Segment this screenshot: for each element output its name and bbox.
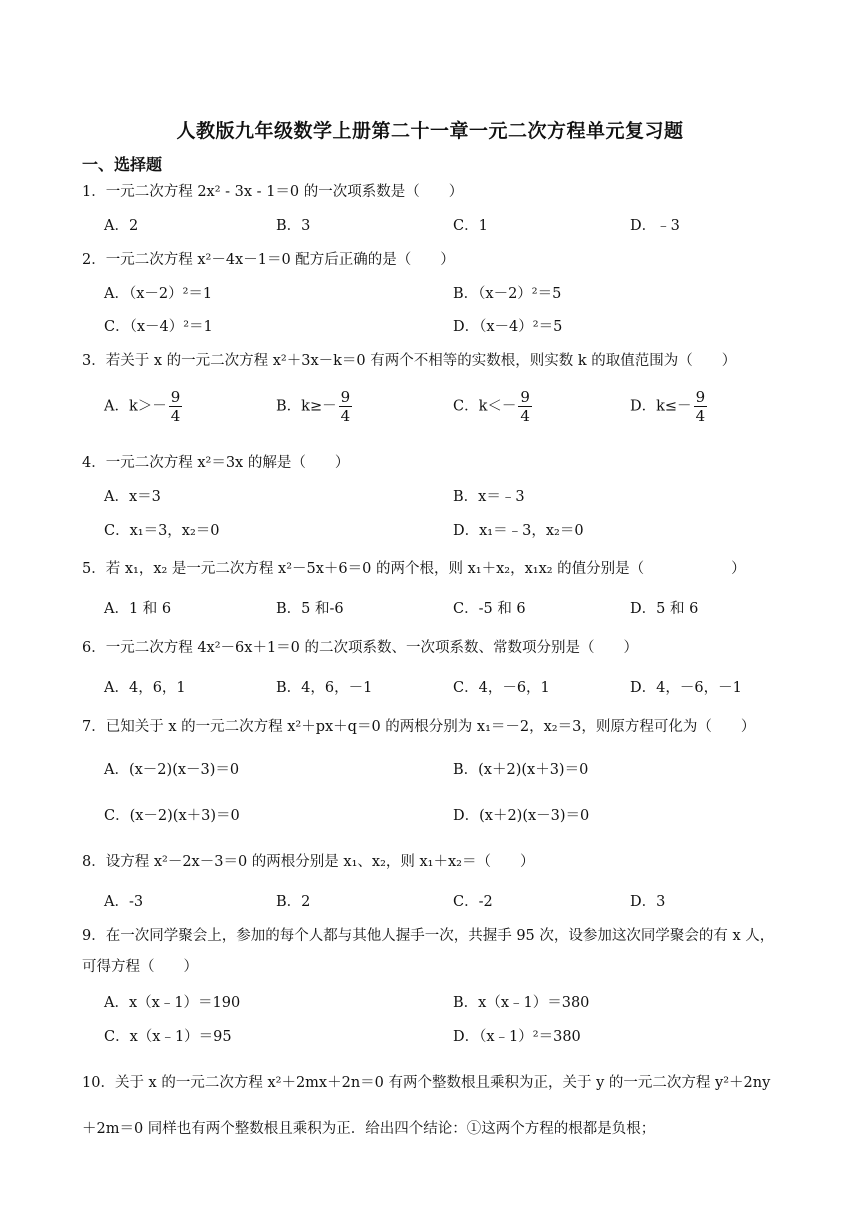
question-stem: 1．一元二次方程 2x² ‑ 3x ‑ 1＝0 的一次项系数是（ ） (82, 184, 464, 200)
fraction-denominator: 4 (695, 407, 706, 425)
question-stem: 3．若关于 x 的一元二次方程 x²＋3x－k＝0 有两个不相等的实数根，则实数 k 的取值范围为（ ） (82, 353, 737, 369)
option-d: D．x₁＝﹣3，x₂＝0 (453, 523, 584, 539)
option-b: B．(x＋2)(x＋3)＝0 (453, 762, 589, 778)
option-a (104, 388, 182, 425)
option-prefix: B．k≥－ (276, 398, 337, 415)
option-d (630, 388, 707, 425)
section-heading: 一、选择题 (82, 155, 163, 174)
option-a: A．(x－2)(x－3)＝0 (104, 762, 240, 778)
option-b: B．x（x﹣1）＝380 (453, 995, 590, 1011)
fraction-numerator: 9 (170, 388, 181, 406)
option-b (276, 388, 352, 425)
question-stem: 10．关于 x 的一元二次方程 x²＋2mx＋2n＝0 有两个整数根且乘积为正，关于 y 的一元二次方程 y²＋2ny＋2m＝0 同样也有两个整数根且乘积为正．给出四个结论：①这两个方程的根都是负根； (82, 1075, 771, 1137)
fraction (518, 388, 532, 425)
question-stem: 5．若 x₁，x₂ 是一元二次方程 x²－5x＋6＝0 的两个根，则 x₁＋x₂，x₁x₂ 的值分别是（ ） (82, 561, 746, 577)
fraction (694, 388, 708, 425)
option-c: C．x₁＝3，x₂＝0 (104, 523, 220, 539)
option-a: A．1 和 6 (104, 601, 172, 617)
option-prefix: A．k＞－ (104, 398, 167, 415)
option-a: A．x＝3 (104, 489, 161, 505)
fraction-denominator: 4 (520, 407, 530, 425)
fraction-denominator: 4 (170, 407, 181, 425)
fraction-denominator: 4 (340, 407, 351, 425)
option-b: B．2 (276, 894, 311, 910)
option-d: D．（x－4）²＝5 (453, 319, 563, 335)
question-stem: 7．已知关于 x 的一元二次方程 x²＋px＋q＝0 的两根分别为 x₁＝－2，x₂＝3，则原方程可化为（ ） (82, 719, 756, 735)
option-b: B．5 和-6 (276, 601, 344, 617)
question-stem: 4．一元二次方程 x²＝3x 的解是（ ） (82, 455, 350, 471)
fraction-numerator: 9 (520, 388, 530, 406)
option-d: D．5 和 6 (630, 601, 699, 617)
option-b: B．（x－2）²＝5 (453, 286, 562, 302)
option-d: D．3 (630, 894, 666, 910)
option-d: D．(x＋2)(x－3)＝0 (453, 808, 590, 824)
option-c: C．x（x﹣1）＝95 (104, 1029, 232, 1045)
option-c: C．-5 和 6 (453, 601, 526, 617)
option-c (453, 388, 532, 425)
fraction (169, 388, 183, 425)
option-a: A．（x－2）²＝1 (104, 286, 213, 302)
option-d: D．（x﹣1）²＝380 (453, 1029, 581, 1045)
fraction-numerator: 9 (695, 388, 706, 406)
option-c: C．4，－6，1 (453, 680, 550, 696)
question-stem: 6．一元二次方程 4x²－6x＋1＝0 的二次项系数、一次项系数、常数项分别是（ ） (82, 640, 639, 656)
option-prefix: C．k＜－ (453, 398, 517, 415)
option-c: C．(x－2)(x＋3)＝0 (104, 808, 240, 824)
question-stem: 2．一元二次方程 x²－4x－1＝0 配方后正确的是（ ） (82, 252, 455, 268)
option-a: A．4，6，1 (104, 680, 186, 696)
option-b: B．4，6，－1 (276, 680, 373, 696)
question-stem: 9．在一次同学聚会上，参加的每个人都与其他人握手一次，共握手 95 次，设参加这次同学聚会的有 x 人，可得方程（ ） (82, 928, 775, 975)
option-c: C．-2 (453, 894, 493, 910)
option-c: C．（x－4）²＝1 (104, 319, 213, 335)
option-a: A．-3 (104, 894, 144, 910)
page-title: 人教版九年级数学上册第二十一章一元二次方程单元复习题 (176, 120, 684, 142)
option-d: D．﹣3 (630, 218, 680, 234)
option-d: D．4，－6，－1 (630, 680, 742, 696)
fraction-numerator: 9 (340, 388, 351, 406)
option-b: B．x＝﹣3 (453, 489, 525, 505)
option-prefix: D．k≤－ (630, 398, 692, 415)
option-c: C．1 (453, 218, 488, 234)
fraction (339, 388, 353, 425)
option-b: B．3 (276, 218, 311, 234)
option-a: A．x（x﹣1）＝190 (104, 995, 241, 1011)
option-a: A．2 (104, 218, 139, 234)
question-stem: 8．设方程 x²－2x－3＝0 的两根分别是 x₁、x₂，则 x₁＋x₂＝（ ） (82, 854, 535, 870)
